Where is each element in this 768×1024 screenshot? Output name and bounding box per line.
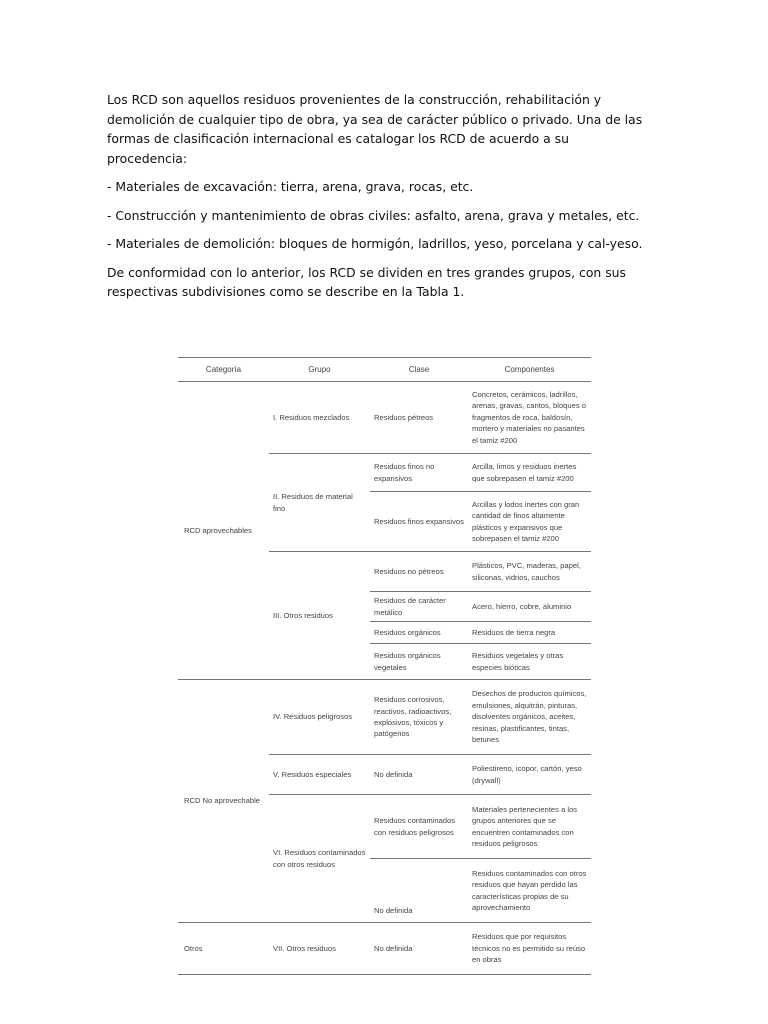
class-cell: Residuos de carácter metálico bbox=[370, 592, 468, 622]
class-cell: Residuos pétreos bbox=[374, 412, 434, 422]
group-cell: VI. Residuos contaminados con otros residuos bbox=[269, 795, 370, 923]
category-cell: Otros bbox=[178, 923, 269, 975]
header-categoria: Categoría bbox=[178, 358, 269, 382]
table-row bbox=[178, 382, 591, 454]
class-cell: Residuos corrosivos, reactivos, radioactivos, explosivos, tóxicos y patógenos bbox=[370, 680, 468, 755]
class-cell: Residuos finos no expansivos bbox=[370, 454, 468, 492]
category-cell: RCD aprovechables bbox=[184, 525, 252, 535]
table-header-row bbox=[178, 358, 591, 382]
component-cell: Materiales pertenecientes a los grupos anteriores que se encuentren contaminados con residuos peligrosos bbox=[468, 795, 591, 859]
class-cell: No definida bbox=[370, 923, 468, 975]
component-cell: Acero, hierro, cobre, aluminio bbox=[468, 592, 591, 622]
intro-bullet-demolicion: - Materiales de demolición: bloques de hormigón, ladrillos, yeso, porcelana y cal-yeso. bbox=[107, 236, 643, 251]
component-cell: Arcilla, limos y residuos inertes que sobrepasen el tamiz #200 bbox=[468, 454, 591, 492]
table-row bbox=[178, 680, 591, 755]
component-cell: Arcillas y lodos inertes con gran cantidad de finos altamente plásticos y expansivos que sobrepasen el tamiz #200 bbox=[468, 492, 591, 552]
class-cell: Residuos finos expansivos bbox=[370, 492, 468, 552]
header-clase: Clase bbox=[370, 358, 468, 382]
class-cell: No definida bbox=[370, 859, 468, 923]
component-cell: Residuos que por requisitos técnicos no es permitido su reúso en obras bbox=[468, 923, 591, 975]
group-cell: IV. Residuos peligrosos bbox=[269, 680, 370, 755]
class-cell: Residuos orgánicos vegetales bbox=[370, 644, 468, 680]
group-cell: I. Residuos mezclados bbox=[273, 412, 350, 422]
class-cell: Residuos no pétreos bbox=[370, 552, 468, 592]
header-grupo: Grupo bbox=[269, 358, 370, 382]
class-cell: Residuos orgánicos bbox=[370, 622, 468, 644]
group-cell: VII. Otros residuos bbox=[269, 923, 370, 975]
intro-text bbox=[107, 90, 647, 311]
table-row bbox=[178, 923, 591, 975]
intro-paragraph: Los RCD son aquellos residuos provenientes de la construcción, rehabilitación y demolición de cualquier tipo de obra, ya sea de carácter público o privado. Una de las formas de clasificación internacional es catalogar los RCD de acuerdo a su procedencia: bbox=[107, 92, 643, 166]
component-cell: Concretos, cerámicos, ladrillos, arenas, gravas, cantos, bloques o fragmentos de roca, baldosín, mortero y materiales no pasantes el tamiz #200 bbox=[472, 389, 586, 445]
class-cell: Residuos contaminados con residuos peligrosos bbox=[370, 795, 468, 859]
header-componentes: Componentes bbox=[468, 358, 591, 382]
category-cell: RCD No aprovechable bbox=[178, 680, 269, 923]
component-cell: Residuos contaminados con otros residuos que hayan perdido las características propias de su aprovechamiento bbox=[468, 859, 591, 923]
intro-bullet-construccion: - Construcción y mantenimiento de obras civiles: asfalto, arena, grava y metales, etc. bbox=[107, 207, 640, 223]
group-cell: V. Residuos especiales bbox=[269, 755, 370, 795]
component-cell: Plásticos, PVC, maderas, papel, siliconas, vidrios, cauchos bbox=[468, 552, 591, 592]
group-cell: III. Otros residuos bbox=[269, 552, 370, 680]
component-cell: Desechos de productos químicos, emulsiones, alquitrán, pinturas, disolventes orgánicos, aceites, resinas, plastificantes, tintas, betunes bbox=[468, 680, 591, 755]
intro-bullet-excavacion: - Materiales de excavación: tierra, arena, grava, rocas, etc. bbox=[107, 179, 474, 194]
component-cell: Residuos de tierra negra bbox=[468, 622, 591, 644]
intro-conclusion: De conformidad con lo anterior, los RCD se dividen en tres grandes grupos, con sus respectivas subdivisiones como se describe en la Tabla 1. bbox=[107, 264, 626, 299]
component-cell: Residuos vegetales y otras especies bióticas bbox=[468, 644, 591, 680]
component-cell: Poliestireno, icopor, cartón, yeso (drywall) bbox=[468, 755, 591, 795]
group-cell: II. Residuos de material fino bbox=[269, 454, 370, 552]
class-cell: No definida bbox=[370, 755, 468, 795]
rcd-classification-table bbox=[178, 357, 591, 975]
